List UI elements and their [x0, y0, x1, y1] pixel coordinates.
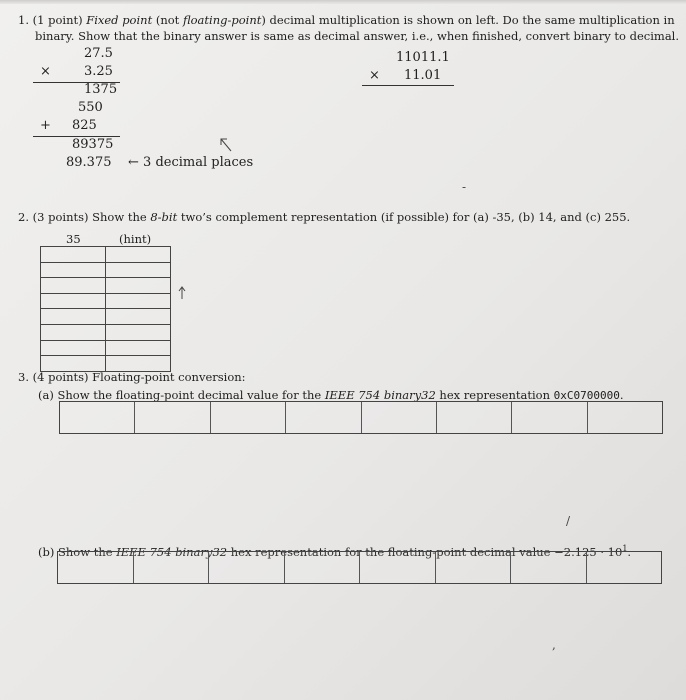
dec-note: [128, 155, 253, 170]
q3b-box[interactable]: [134, 552, 210, 583]
q1-not-close: ): [261, 13, 266, 27]
q3a-label: (a): [38, 388, 54, 402]
q1-not-open: (not: [155, 13, 183, 27]
q3b-period: .: [627, 544, 632, 559]
q1-line1: [18, 13, 675, 27]
grid-cell[interactable]: [106, 278, 171, 294]
dec-multiplier: 3.25: [84, 64, 113, 79]
bin-multiplicand: 11011.1: [396, 50, 450, 65]
left-arrow-icon: ←: [128, 155, 139, 170]
q2-col-header-35: 35: [66, 232, 81, 246]
q3-points: (4 points): [32, 370, 89, 384]
grid-row: [41, 278, 171, 294]
q2-text-b: two’s complement representation (if possible) for (a) -35, (b) 14, and (c) 255.: [177, 210, 631, 224]
grid-cell[interactable]: [106, 356, 171, 372]
q3b-label: (b): [38, 544, 55, 559]
grid-cell[interactable]: [106, 262, 171, 278]
q3-number: 3.: [18, 370, 29, 384]
stray-mark: ,: [552, 638, 556, 652]
q3-title: Floating-point conversion:: [92, 370, 246, 384]
up-arrow-mark-icon: [177, 286, 187, 300]
dec-plus-sign: +: [40, 118, 51, 133]
q3a-answer-boxes[interactable]: [59, 401, 663, 434]
q2-points: (3 points): [32, 210, 89, 224]
q3b-answer-boxes[interactable]: [57, 551, 662, 584]
q3b-text-2: hex representation for the floating-point decimal value: [227, 544, 555, 559]
bin-rule: [362, 85, 454, 86]
q3a-hex-value: 0xC0700000: [553, 389, 620, 402]
grid-row: [41, 324, 171, 340]
q1-line1-rest: decimal multiplication is shown on left. Do the same multiplication in: [265, 13, 675, 27]
q3b-exponent: 1: [622, 544, 628, 553]
grid-cell[interactable]: [41, 324, 106, 340]
q1-number: 1.: [18, 13, 29, 27]
q3b-value: −2.125 · 10: [554, 544, 623, 559]
q3a-box[interactable]: [512, 402, 587, 433]
grid-row: [41, 293, 171, 309]
grid-cell[interactable]: [106, 247, 171, 263]
q3b-text-1: Show the: [58, 544, 117, 559]
q3b-box[interactable]: [587, 552, 662, 583]
stray-mark: -: [462, 180, 467, 194]
q3b-standard: IEEE 754 binary32: [116, 544, 228, 559]
grid-cell[interactable]: [41, 340, 106, 356]
q1-points: (1 point): [32, 13, 83, 27]
dec-partial-2: 550: [78, 100, 103, 115]
q2-bits: 8-bit: [150, 210, 178, 224]
q3a-box[interactable]: [286, 402, 361, 433]
q2-text-a: Show the: [92, 210, 151, 224]
q1-line2: binary. Show that the binary answer is same as decimal answer, i.e., when finished, convert binary to decimal.: [35, 29, 680, 43]
grid-row: [41, 356, 171, 372]
dec-result: 89.375: [66, 155, 112, 170]
dec-note-text: 3 decimal places: [143, 155, 254, 170]
q2-col-header-hint: (hint): [119, 232, 152, 246]
bin-times-sign: ×: [369, 68, 380, 83]
grid-cell[interactable]: [106, 340, 171, 356]
grid-row: [41, 262, 171, 278]
q1-fixed-point: Fixed point: [86, 13, 153, 27]
q3a-standard: IEEE 754 binary32: [324, 388, 436, 402]
dec-partial-1: 1375: [84, 82, 118, 97]
page-top-edge: [0, 0, 686, 4]
bin-multiplier: 11.01: [404, 68, 442, 83]
q3b-box[interactable]: [436, 552, 512, 583]
q3b-box[interactable]: [360, 552, 436, 583]
grid-cell[interactable]: [41, 309, 106, 325]
stray-mark: /: [566, 514, 571, 528]
q3a-text-2: hex representation: [435, 388, 554, 402]
dec-multiplicand: 27.5: [84, 46, 113, 61]
q3b-box[interactable]: [511, 552, 587, 583]
q3a-period: .: [619, 388, 624, 402]
dec-sum: 89375: [72, 137, 114, 152]
q3a-box[interactable]: [588, 402, 662, 433]
grid-row: [41, 309, 171, 325]
q1-floating-point: floating-point: [182, 13, 262, 27]
grid-cell[interactable]: [106, 324, 171, 340]
q3a-line: [38, 388, 624, 402]
dec-partial-3: 825: [72, 118, 97, 133]
grid-cell[interactable]: [41, 356, 106, 372]
q3a-box[interactable]: [437, 402, 512, 433]
dec-times-sign: ×: [40, 64, 51, 79]
grid-cell[interactable]: [41, 247, 106, 263]
q2-line: [18, 210, 630, 224]
grid-cell[interactable]: [41, 293, 106, 309]
grid-cell[interactable]: [106, 309, 171, 325]
grid-cell[interactable]: [106, 293, 171, 309]
q3a-box[interactable]: [211, 402, 286, 433]
grid-row: [41, 247, 171, 263]
grid-row: [41, 340, 171, 356]
q2-number: 2.: [18, 210, 29, 224]
q3b-box[interactable]: [285, 552, 361, 583]
q3a-text-1: Show the floating-point decimal value for the: [57, 388, 325, 402]
q3a-box[interactable]: [135, 402, 210, 433]
q3a-box[interactable]: [362, 402, 437, 433]
grid-cell[interactable]: [41, 262, 106, 278]
grid-cell[interactable]: [41, 278, 106, 294]
q3a-box[interactable]: [60, 402, 135, 433]
q3b-box[interactable]: [209, 552, 285, 583]
pen-arrow-mark-icon: [218, 136, 234, 154]
twos-complement-table: [40, 246, 171, 372]
q3b-box[interactable]: [58, 552, 134, 583]
q3-title-line: [18, 370, 246, 384]
